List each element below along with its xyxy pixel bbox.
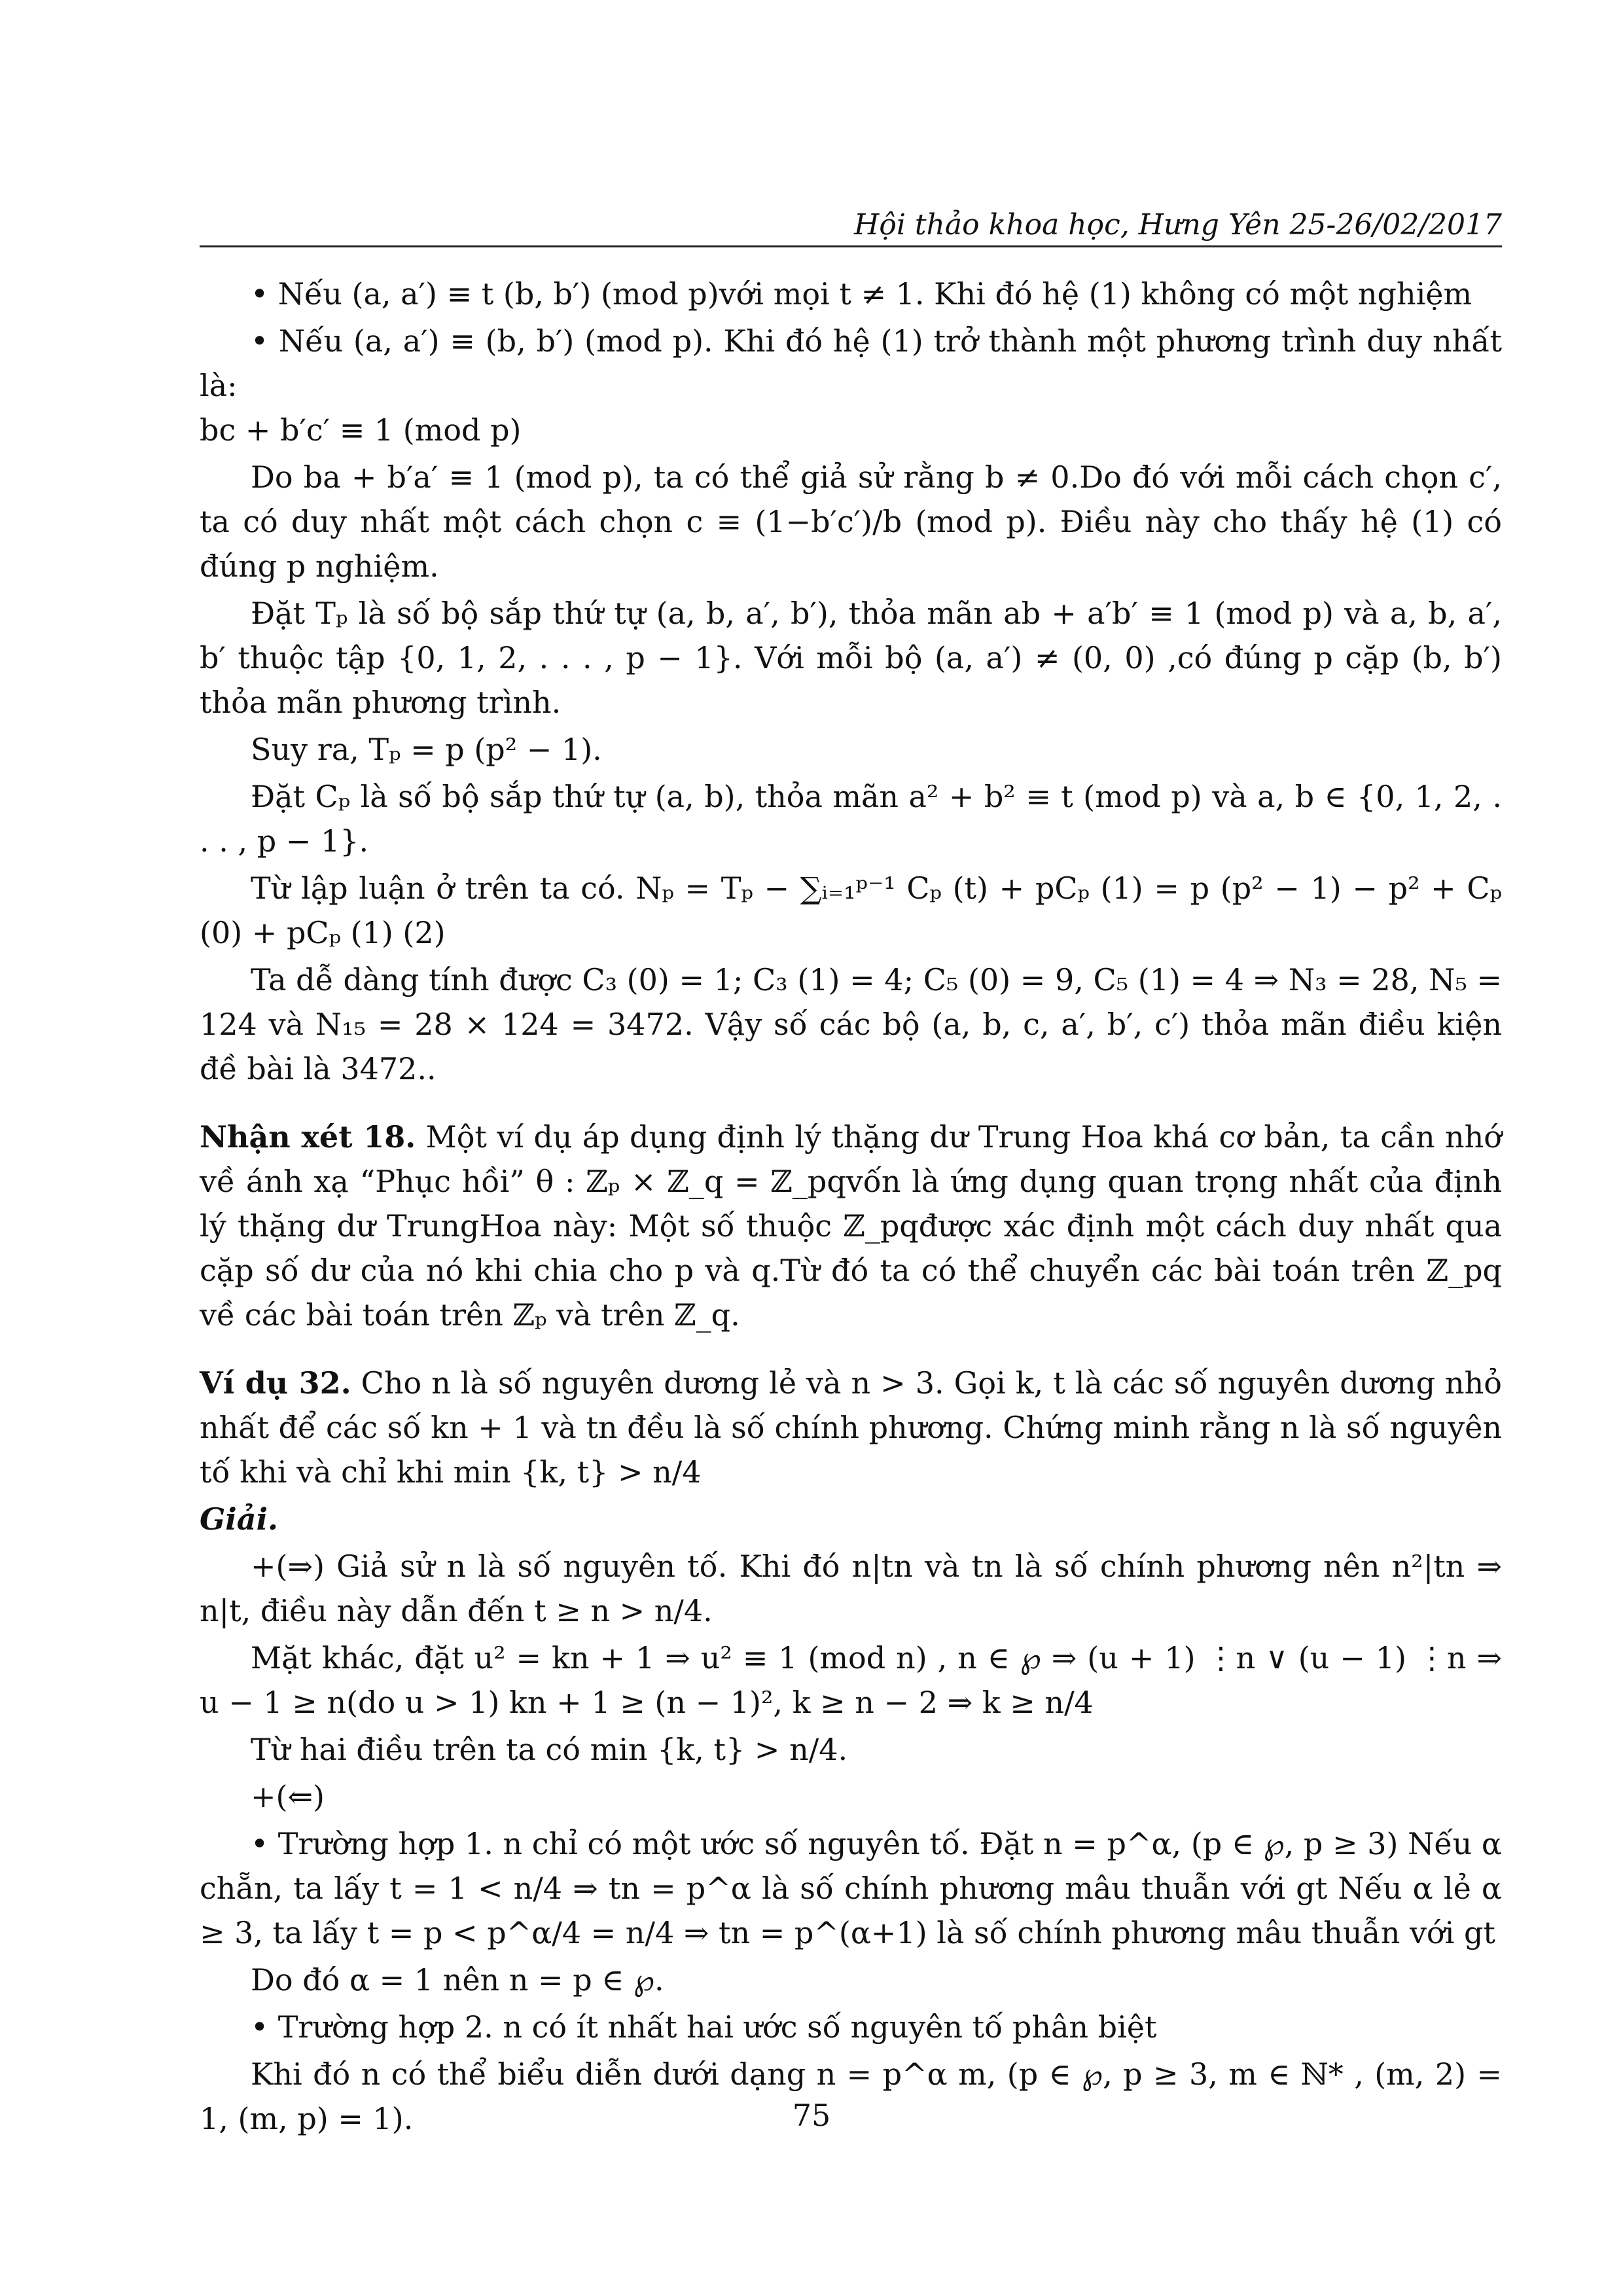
remark-label: Nhận xét 18. [200, 1119, 416, 1155]
paragraph-T-formula: Suy ra, Tₚ = p (p² − 1). [251, 732, 602, 767]
example-text: Cho n là số nguyên dương lẻ và n > 3. Gọi k, t là các số nguyên dương nhỏ nhất để các số kn + 1 và tn đều là số chính phương. Chứng minh rằng n là số nguyên tố khi và chỉ khi min {k, t} > n/4 [200, 1365, 1502, 1490]
solution-step-1: +(⇒) Giả sử n là số nguyên tố. Khi đó n|tn và tn là số chính phương nên n²|tn ⇒ n|t, điều này dẫn đến t ≥ n > n/4. [200, 1549, 1502, 1628]
solution-case-2-form: Khi đó n có thể biểu diễn dưới dạng n = p^α m, (p ∈ ℘, p ≥ 3, m ∈ ℕ* , (m, 2) = 1, (m, p) = 1). [200, 2056, 1502, 2136]
solution-case-2: • Trường hợp 2. n có ít nhất hai ước số nguyên tố phân biệt [251, 2009, 1157, 2045]
paragraph-choose-c: Do ba + b′a′ ≡ 1 (mod p), ta có thể giả sử rằng b ≠ 0.Do đó với mỗi cách chọn c′, ta có duy nhất một cách chọn c ≡ (1−b′c′)/b (mod p). Điều này cho thấy hệ (1) có đúng p nghiệm. [200, 459, 1502, 584]
example-label: Ví dụ 32. [200, 1365, 351, 1401]
remark-text: Một ví dụ áp dụng định lý thặng dư Trung Hoa khá cơ bản, ta cần nhớ về ánh xạ “Phục hồi” θ : ℤₚ × ℤ_q = ℤ_pqvốn là ứng dụng quan trọng nhất của định lý thặng dư TrungHoa này: Một số thuộc ℤ_pqđược xác định một cách duy nhất qua cặp số dư của nó khi chia cho p và q.Từ đó ta có thể chuyển các bài toán trên ℤ_pq về các bài toán trên ℤₚ và trên ℤ_q. [200, 1119, 1502, 1333]
solution-step-4: +(⇐) [251, 1779, 325, 1814]
case-equation: bc + b′c′ ≡ 1 (mod p) [200, 412, 522, 448]
paragraph-N-formula: Từ lập luận ở trên ta có. Nₚ = Tₚ − ∑ᵢ₌₁ᵖ⁻¹ Cₚ (t) + pCₚ (1) = p (p² − 1) − p² + Cₚ (0) + pCₚ (1) (2) [200, 870, 1502, 950]
page-number: 75 [792, 2098, 831, 2133]
paragraph-define-T: Đặt Tₚ là số bộ sắp thứ tự (a, b, a′, b′), thỏa mãn ab + a′b′ ≡ 1 (mod p) và a, b, a′, b′ thuộc tập {0, 1, 2, . . . , p − 1}. Với mỗi bộ (a, a′) ≠ (0, 0) ,có đúng p cặp (b, b′) thỏa mãn phương trình. [200, 596, 1502, 720]
example-32 [200, 1361, 1502, 1494]
paragraph-define-C: Đặt Cₚ là số bộ sắp thứ tự (a, b), thỏa mãn a² + b² ≡ t (mod p) và a, b ∈ {0, 1, 2, . . . , p − 1}. [200, 779, 1502, 859]
solution-step-2: Mặt khác, đặt u² = kn + 1 ⇒ u² ≡ 1 (mod n) , n ∈ ℘ ⇒ (u + 1) ⋮n ∨ (u − 1) ⋮n ⇒ u − 1 ≥ n(do u > 1) kn + 1 ≥ (n − 1)², k ≥ n − 2 ⇒ k ≥ n/4 [200, 1640, 1502, 1720]
paragraph-computation: Ta dễ dàng tính được C₃ (0) = 1; C₃ (1) = 4; C₅ (0) = 9, C₅ (1) = 4 ⇒ N₃ = 28, N₅ = 124 và N₁₅ = 28 × 124 = 3472. Vậy số các bộ (a, b, c, a′, b′, c′) thỏa mãn điều kiện đề bài là 3472.. [200, 962, 1502, 1086]
solution-case-1: • Trường hợp 1. n chỉ có một ước số nguyên tố. Đặt n = p^α, (p ∈ ℘, p ≥ 3) Nếu α chẵn, ta lấy t = 1 < n/4 ⇒ tn = p^α là số chính phương mâu thuẫn với gt Nếu α lẻ α ≥ 3, ta lấy t = p < p^α/4 = n/4 ⇒ tn = p^(α+1) là số chính phương mâu thuẫn với gt [200, 1826, 1502, 1950]
page-body [200, 272, 1502, 2144]
running-header: Hội thảo khoa học, Hưng Yên 25-26/02/2017 [853, 208, 1502, 242]
solution-case-1-conclusion: Do đó α = 1 nên n = p ∈ ℘. [251, 1962, 664, 1998]
header-rule [200, 245, 1502, 247]
solution-step-3: Từ hai điều trên ta có min {k, t} > n/4. [251, 1732, 848, 1767]
solution-label: Giải. [200, 1501, 279, 1537]
case-paragraph-1: • Nếu (a, a′) ≡ t (b, b′) (mod p)với mọi t ≠ 1. Khi đó hệ (1) không có một nghiệm [251, 276, 1472, 312]
case-paragraph-2: • Nếu (a, a′) ≡ (b, b′) (mod p). Khi đó hệ (1) trở thành một phương trình duy nhất là: [200, 323, 1502, 403]
remark-18 [200, 1115, 1502, 1337]
